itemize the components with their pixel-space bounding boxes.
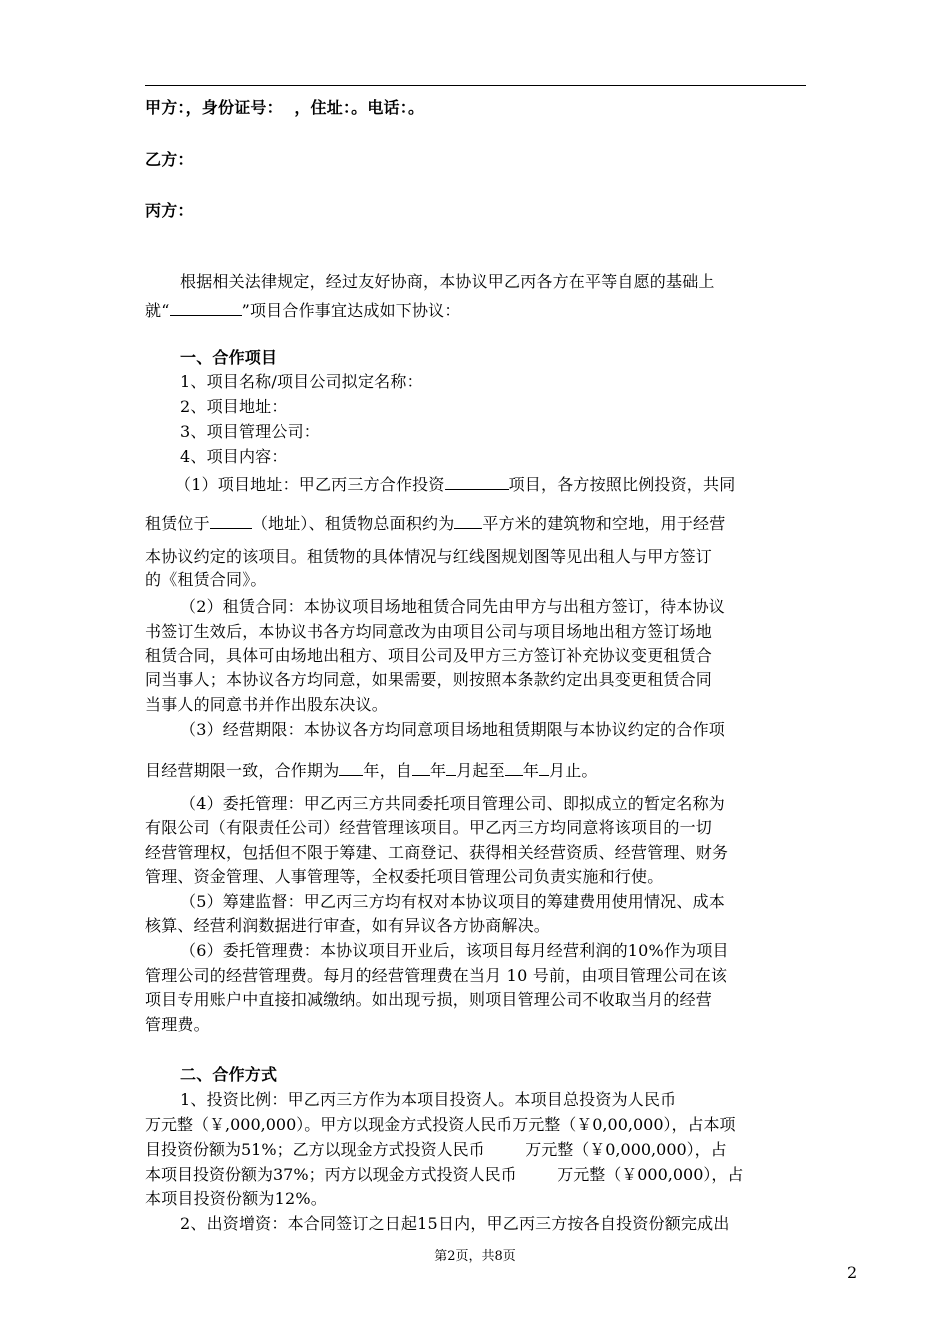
item-1: 1、项目名称/项目公司拟定名称： [180, 372, 423, 391]
clause-3-line-1: （3）经营期限：本协议各方均同意项目场地租赁期限与本协议约定的合作项 [180, 720, 725, 739]
project-name-blank [170, 298, 242, 316]
term-text-f: 月止。 [549, 761, 598, 780]
header-rule [145, 85, 806, 86]
clause-2-line-1: （2）租赁合同：本协议项目场地租赁合同先由甲方与出租方签订，待本协议 [180, 597, 725, 616]
investment-line-1: 1、投资比例：甲乙丙三方作为本项目投资人。本项目总投资为人民币 [180, 1090, 677, 1109]
page-number: 2 [847, 1263, 858, 1282]
clause-1-line-2 [145, 511, 725, 534]
item-3: 3、项目管理公司： [180, 422, 320, 441]
intro-line-1: 根据相关法律规定，经过友好协商，本协议甲乙丙各方在平等自愿的基础上 [180, 272, 715, 291]
intro-quote-open: 就“ [145, 301, 170, 320]
clause-1-text-c: 租赁位于 [145, 514, 210, 533]
investment-line-5: 本项目投资份额为12%。 [145, 1189, 327, 1208]
investment-line-3: 目投资份额为51%；乙方以现金方式投资人民币 万元整（￥0,000,000），占 [145, 1140, 727, 1159]
clause-6-line-3: 项目专用账户中直接扣减缴纳。如出现亏损，则项目管理公司不收取当月的经营 [145, 990, 713, 1009]
clause-1-text-b: 项目，各方按照比例投资，共同 [508, 475, 736, 494]
intro-quote-close: ”项目合作事宜达成如下协议： [241, 301, 461, 320]
clause-1-line-3: 本协议约定的该项目。租赁物的具体情况与红线图规划图等见出租人与甲方签订 [145, 547, 713, 566]
investment-line-4: 本项目投资份额为37%；丙方以现金方式投资人民币 万元整（￥000,000），占 [145, 1165, 744, 1184]
investment-line-2: 万元整（￥,000,000）。甲方以现金方式投资人民币万元整（￥0,00,000），占本项 [145, 1115, 736, 1134]
address-blank [210, 511, 252, 529]
item-2: 2、项目地址： [180, 397, 288, 416]
section-2-heading: 二、合作方式 [180, 1065, 278, 1084]
party-c: 丙方： [145, 201, 194, 220]
clause-6-line-1: （6）委托管理费：本协议项目开业后，该项目每月经营利润的10%作为项目 [180, 941, 729, 960]
clause-3-line-2 [145, 758, 598, 781]
end-year-blank [505, 758, 523, 776]
term-text-a: 目经营期限一致，合作期为 [145, 761, 340, 780]
clause-6-line-4: 管理费。 [145, 1015, 210, 1034]
invest-blank [445, 472, 509, 490]
clause-1-line-4: 的《租赁合同》。 [145, 570, 267, 589]
page-footer: 第2页，共8页 [434, 1249, 516, 1264]
area-blank [454, 511, 482, 529]
clause-1-text-d: （地址）、租赁物总面积约为 [251, 514, 455, 533]
start-year-blank [412, 758, 430, 776]
clause-2-line-3: 租赁合同，具体可由场地出租方、项目公司及甲方三方签订补充协议变更租赁合 [145, 646, 713, 665]
clause-2-line-4: 同当事人；本协议各方均同意，如果需要，则按照本条款约定出具变更租赁合同 [145, 670, 713, 689]
clause-5-line-1: （5）筹建监督：甲乙丙三方均有权对本协议项目的筹建费用使用情况、成本 [180, 892, 725, 911]
clause-4-line-4: 管理、资金管理、人事管理等，全权委托项目管理公司负责实施和行使。 [145, 867, 664, 886]
start-month-blank [446, 758, 456, 776]
clause-4-line-2: 有限公司（有限责任公司）经营管理该项目。甲乙丙三方均同意将该项目的一切 [145, 818, 713, 837]
clause-2-line-5: 当事人的同意书并作出股东决议。 [145, 695, 389, 714]
term-text-d: 月起至 [456, 761, 505, 780]
end-month-blank [539, 758, 549, 776]
clause-4-line-3: 经营管理权，包括但不限于筹建、工商登记、获得相关经营资质、经营管理、财务 [145, 843, 729, 862]
intro-line-2 [145, 298, 461, 321]
clause-6-line-2: 管理公司的经营管理费。每月的经营管理费在当月 10 号前，由项目管理公司在该 [145, 966, 728, 985]
clause-1-text-e: 平方米的建筑物和空地，用于经营 [482, 514, 726, 533]
term-text-b: 年，自 [363, 761, 413, 780]
term-text-e: 年 [522, 761, 540, 780]
clause-4-line-1: （4）委托管理：甲乙丙三方共同委托项目管理公司、即拟成立的暂定名称为 [180, 794, 725, 813]
party-a: 甲方：，身份证号： ，住址：。电话：。 [145, 98, 425, 117]
clause-2-line-2: 书签订生效后，本协议书各方均同意改为由项目公司与项目场地出租方签订场地 [145, 622, 713, 641]
clause-5-line-2: 核算、经营利润数据进行审查，如有异议各方协商解决。 [145, 916, 551, 935]
term-text-c: 年 [430, 761, 447, 780]
item-4: 4、项目内容： [180, 447, 288, 466]
section-1-heading: 一、合作项目 [180, 348, 278, 367]
clause-1-line-1 [175, 472, 735, 495]
party-b: 乙方： [145, 150, 194, 169]
clause-1-text-a: （1）项目地址：甲乙丙三方合作投资 [175, 475, 445, 494]
capital-line-1: 2、出资增资：本合同签订之日起15日内，甲乙丙三方按各自投资份额完成出 [180, 1214, 730, 1233]
term-years-blank [339, 758, 363, 776]
